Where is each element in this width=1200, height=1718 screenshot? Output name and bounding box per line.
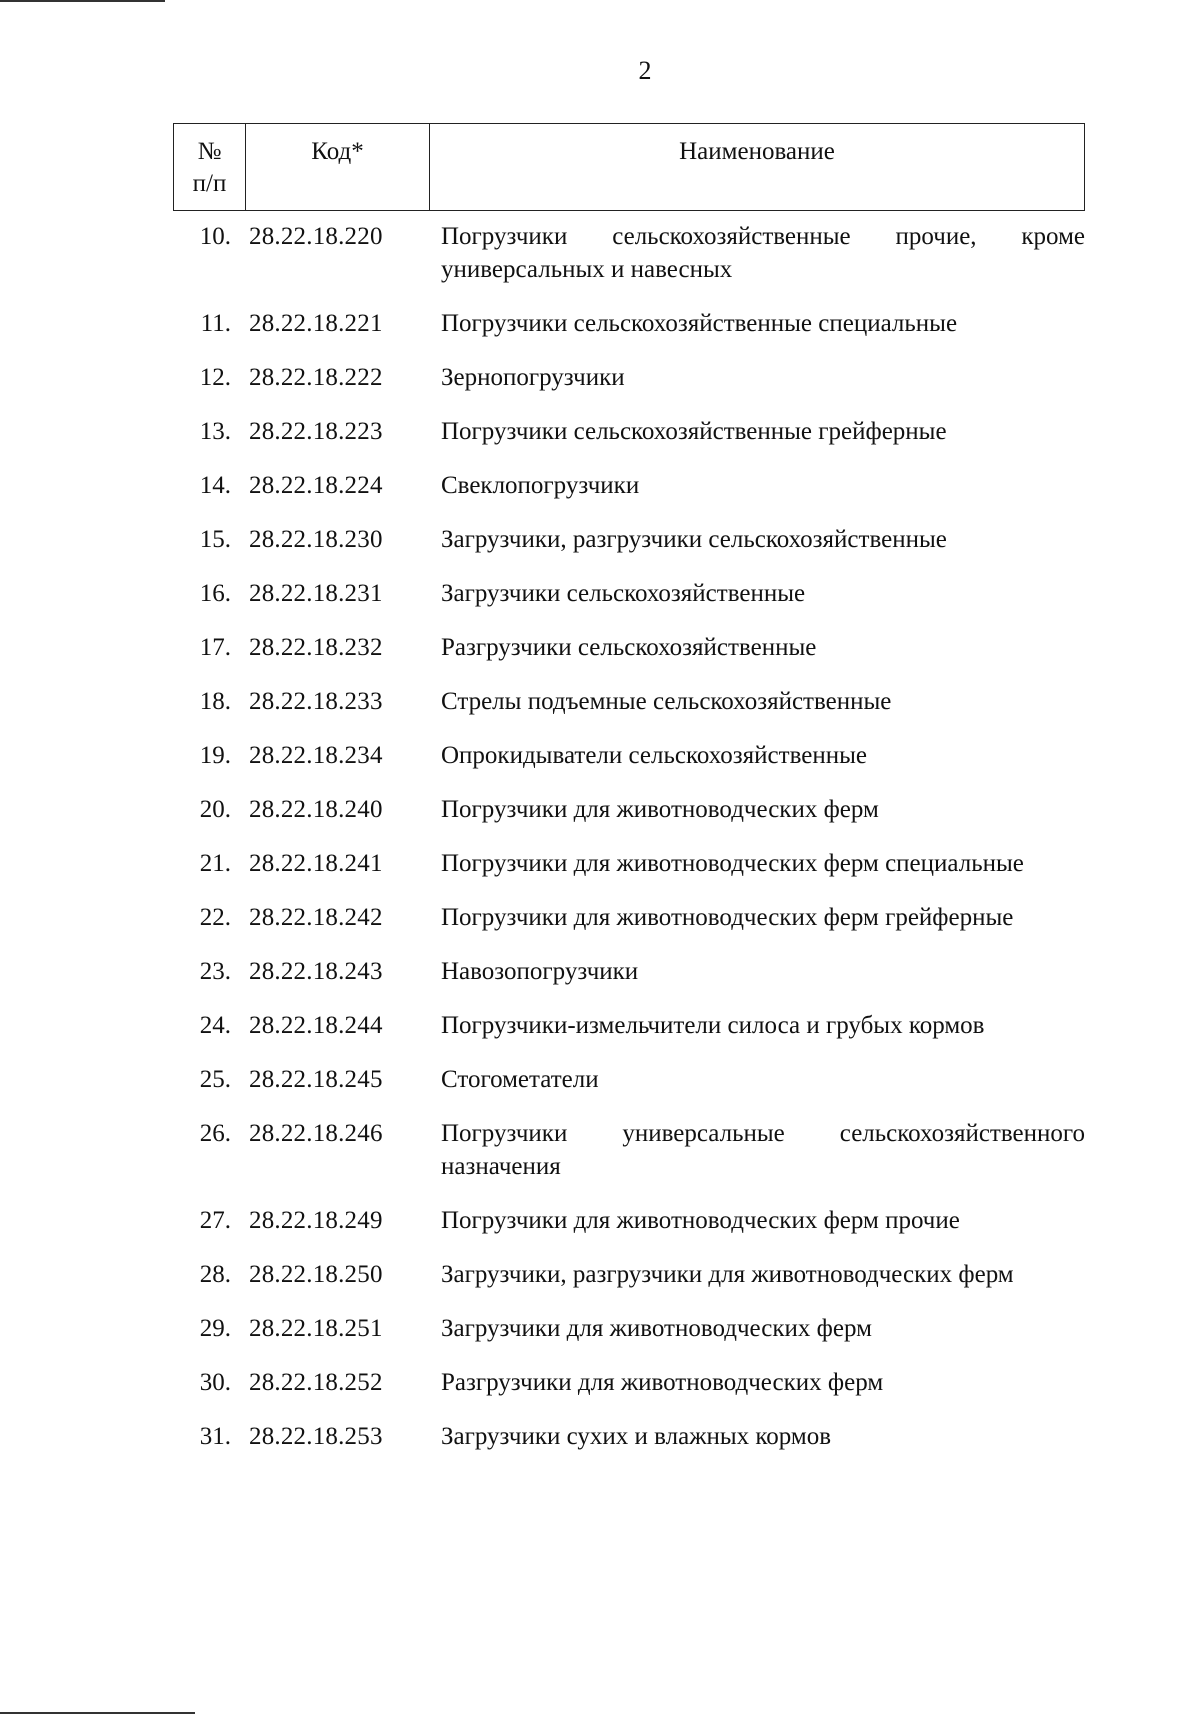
- row-name: Загрузчики, разгрузчики для животноводческих ферм: [441, 1261, 1014, 1288]
- row-name: Загрузчики сухих и влажных кормов: [441, 1423, 832, 1450]
- row-code: 28.22.18.231: [249, 580, 383, 607]
- row-code: 28.22.18.233: [249, 688, 383, 715]
- row-name: Погрузчики-измельчители силоса и грубых кормов: [441, 1012, 985, 1039]
- row-name: Погрузчики для животноводческих ферм специальные: [441, 850, 1024, 877]
- row-number: 27.: [199, 1207, 231, 1234]
- row-number: 24.: [199, 1012, 231, 1039]
- table-row: [173, 220, 1085, 286]
- header-number-label: № п/п: [192, 138, 227, 197]
- row-number: 12.: [199, 364, 231, 391]
- row-code: 28.22.18.245: [249, 1066, 383, 1093]
- table-header: [173, 123, 1085, 211]
- row-code: 28.22.18.253: [249, 1423, 383, 1450]
- scan-edge-line-top: [0, 0, 165, 2]
- row-number: 11.: [200, 310, 231, 337]
- table-row: [173, 361, 1085, 394]
- row-code: 28.22.18.234: [249, 742, 383, 769]
- table-row: [173, 307, 1085, 340]
- row-number: 26.: [199, 1120, 231, 1147]
- table-row: [173, 1063, 1085, 1096]
- row-code: 28.22.18.241: [249, 850, 383, 877]
- row-name: Погрузчики для животноводческих ферм: [441, 796, 879, 823]
- page-number: 2: [638, 56, 652, 85]
- row-name: Навозопогрузчики: [441, 958, 639, 985]
- row-code: 28.22.18.232: [249, 634, 383, 661]
- table-body: [173, 220, 1085, 1474]
- row-code: 28.22.18.252: [249, 1369, 383, 1396]
- row-name: Опрокидыватели сельскохозяйственные: [441, 742, 867, 769]
- row-code: 28.22.18.249: [249, 1207, 383, 1234]
- row-number: 22.: [199, 904, 231, 931]
- row-number: 13.: [199, 418, 231, 445]
- row-code: 28.22.18.242: [249, 904, 383, 931]
- table-row: [173, 955, 1085, 988]
- row-name: Погрузчики универсальные сельскохозяйственного назначения: [441, 1120, 1085, 1180]
- header-number-column: [174, 124, 246, 210]
- row-name: Стогометатели: [441, 1066, 599, 1093]
- row-number: 15.: [199, 526, 231, 553]
- row-name: Разгрузчики для животноводческих ферм: [441, 1369, 884, 1396]
- header-name-label: Наименование: [679, 138, 835, 165]
- row-number: 28.: [199, 1261, 231, 1288]
- row-code: 28.22.18.223: [249, 418, 383, 445]
- row-name: Загрузчики для животноводческих ферм: [441, 1315, 872, 1342]
- row-number: 19.: [199, 742, 231, 769]
- table-row: [173, 577, 1085, 610]
- row-number: 20.: [199, 796, 231, 823]
- row-number: 16.: [199, 580, 231, 607]
- row-name: Свеклопогрузчики: [441, 472, 640, 499]
- table-row: [173, 415, 1085, 448]
- table-row: [173, 1204, 1085, 1237]
- row-number: 17.: [199, 634, 231, 661]
- row-code: 28.22.18.246: [249, 1120, 383, 1147]
- table-row: [173, 1366, 1085, 1399]
- row-number: 29.: [199, 1315, 231, 1342]
- row-number: 23.: [199, 958, 231, 985]
- row-code: 28.22.18.230: [249, 526, 383, 553]
- row-name: Погрузчики сельскохозяйственные специальные: [441, 310, 958, 337]
- row-name: Погрузчики для животноводческих ферм прочие: [441, 1207, 960, 1234]
- table-row: [173, 793, 1085, 826]
- row-name: Стрелы подъемные сельскохозяйственные: [441, 688, 892, 715]
- row-name: Погрузчики для животноводческих ферм грейферные: [441, 904, 1014, 931]
- table-row: [173, 523, 1085, 556]
- row-number: 14.: [199, 472, 231, 499]
- row-number: 18.: [199, 688, 231, 715]
- scan-edge-line-bottom: [0, 1712, 195, 1714]
- row-number: 30.: [199, 1369, 231, 1396]
- row-code: 28.22.18.250: [249, 1261, 383, 1288]
- row-code: 28.22.18.251: [249, 1315, 383, 1342]
- row-code: 28.22.18.221: [249, 310, 383, 337]
- header-name-column: [430, 124, 1084, 210]
- table-row: [173, 631, 1085, 664]
- row-code: 28.22.18.220: [249, 223, 383, 250]
- table-row: [173, 1117, 1085, 1183]
- table-row: [173, 469, 1085, 502]
- table-row: [173, 901, 1085, 934]
- row-code: 28.22.18.224: [249, 472, 383, 499]
- row-number: 31.: [199, 1423, 231, 1450]
- row-name: Зернопогрузчики: [441, 364, 625, 391]
- row-name: Погрузчики сельскохозяйственные прочие, кроме универсальных и навесных: [441, 223, 1085, 283]
- table-row: [173, 1258, 1085, 1291]
- table-row: [173, 847, 1085, 880]
- row-code: 28.22.18.243: [249, 958, 383, 985]
- row-code: 28.22.18.244: [249, 1012, 383, 1039]
- row-code: 28.22.18.240: [249, 796, 383, 823]
- header-code-label: Код*: [311, 138, 364, 165]
- row-name: Загрузчики, разгрузчики сельскохозяйственные: [441, 526, 947, 553]
- table-row: [173, 1420, 1085, 1453]
- row-number: 25.: [199, 1066, 231, 1093]
- row-name: Загрузчики сельскохозяйственные: [441, 580, 806, 607]
- row-code: 28.22.18.222: [249, 364, 383, 391]
- table-row: [173, 739, 1085, 772]
- header-code-column: [246, 124, 430, 210]
- row-name: Погрузчики сельскохозяйственные грейферные: [441, 418, 947, 445]
- table-row: [173, 1009, 1085, 1042]
- table-row: [173, 1312, 1085, 1345]
- table-row: [173, 685, 1085, 718]
- row-name: Разгрузчики сельскохозяйственные: [441, 634, 817, 661]
- row-number: 10.: [199, 223, 231, 250]
- row-number: 21.: [199, 850, 231, 877]
